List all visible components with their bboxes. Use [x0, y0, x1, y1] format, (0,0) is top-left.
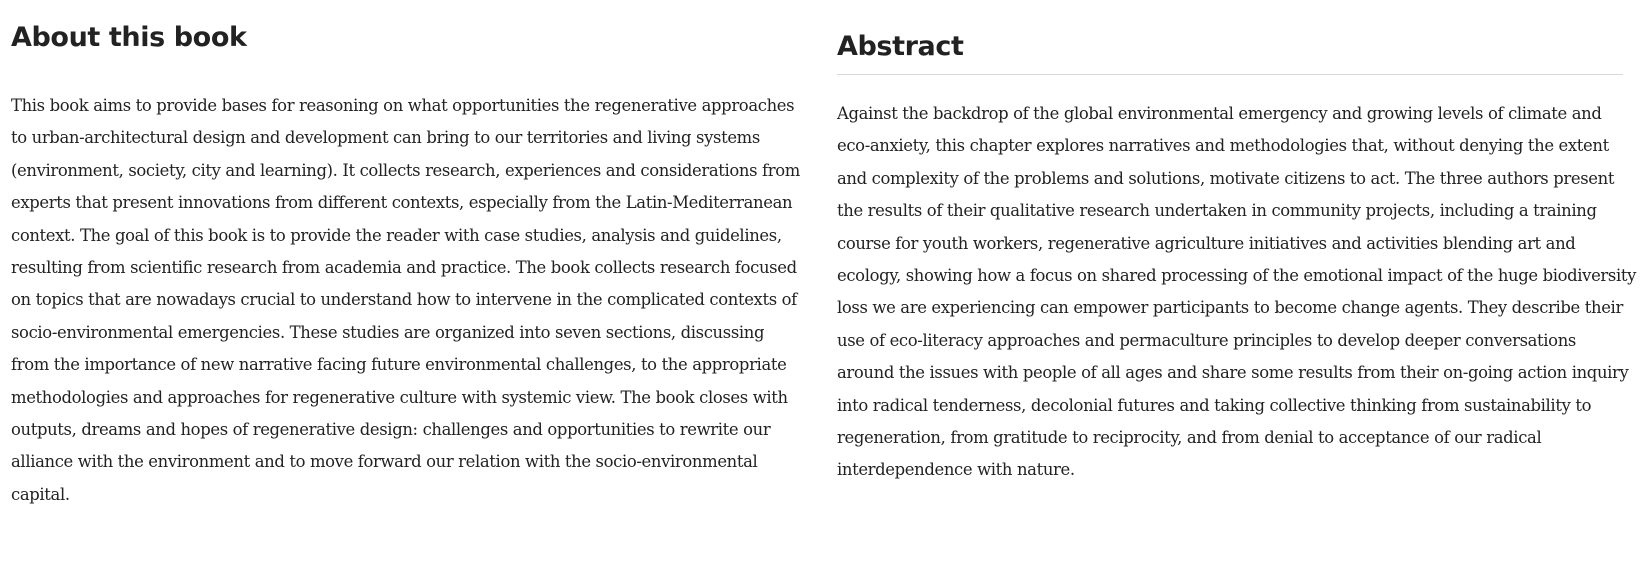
abstract-body-text: Against the backdrop of the global environmental emergency and growing levels of climate and eco-anxiety, this chapter explores narratives and methodologies that, without denying the extent and complexity of the problems and solutions, motivate citizens to act. The three authors present the results of their qualitative research undertaken in community projects, including a training course for youth workers, regenerative agriculture initiatives and activities blending art and ecology, showing how a focus on shared processing of the emotional impact of the huge biodiversity loss we are experiencing can empower participants to become change agents. They describe their use of eco-literacy approaches and permaculture principles to develop deeper conversations around the issues with people of all ages and share some results from their on-going action inquiry into radical tenderness, decolonial futures and taking collective thinking from sustainability to regeneration, from gratitude to reciprocity, and from denial to acceptance of our radical interdependence with nature.: [837, 104, 1637, 480]
abstract-divider: [837, 74, 1623, 75]
about-heading: About this book: [11, 22, 247, 53]
about-body-text: This book aims to provide bases for reasoning on what opportunities the regenerative approaches to urban-architectural design and development can bring to our territories and living systems (environment, society, city and learning). It collects research, experiences and considerations from experts that present innovations from different contexts, especially from the Latin-Mediterranean context. The goal of this book is to provide the reader with case studies, analysis and guidelines, resulting from scientific research from academia and practice. The book collects research focused on topics that are nowadays crucial to understand how to intervene in the complicated contexts of socio-environmental emergencies. These studies are organized into seven sections, discussing from the importance of new narrative facing future environmental challenges, to the appropriate methodologies and approaches for regenerative culture with systemic view. The book closes with outputs, dreams and hopes of regenerative design: challenges and opportunities to rewrite our alliance with the environment and to move forward our relation with the socio-environmental capital.: [11, 96, 800, 504]
abstract-heading: Abstract: [837, 31, 964, 62]
